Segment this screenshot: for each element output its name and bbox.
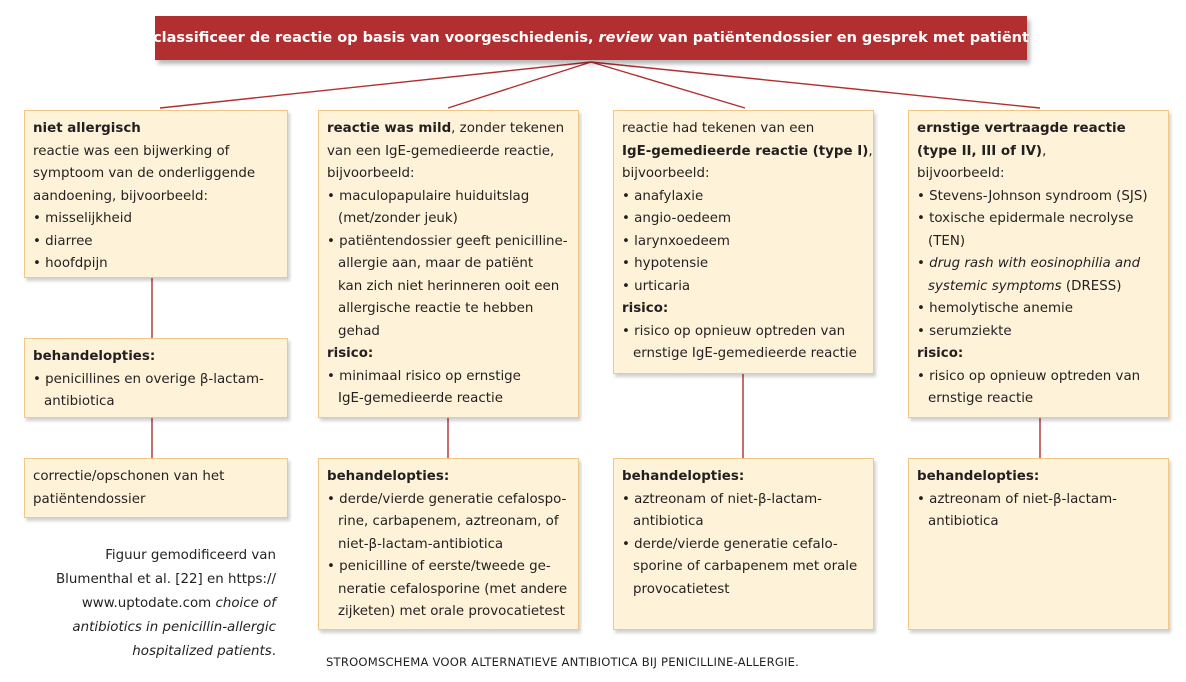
box-text: , zonder tekenen — [451, 121, 565, 136]
bullet-item: • risico op opnieuw optreden van — [917, 366, 1160, 389]
caption-line — [30, 640, 276, 664]
caption-text: . — [271, 644, 276, 659]
header-banner — [155, 16, 1027, 60]
box-ernstige-vertraagde-reactie — [908, 110, 1169, 418]
box-text: correctie/opschonen van het — [33, 469, 225, 484]
risk-label: risico: — [622, 301, 669, 316]
box-title: reactie was mild — [327, 121, 452, 136]
bullet-item-continued: allergische reactie te hebben — [338, 301, 534, 316]
box-title: behandelopties: — [622, 469, 745, 484]
box-text: , — [868, 143, 873, 159]
box-title: behandelopties: — [917, 469, 1040, 484]
bullet-item: • hypotensie — [622, 253, 865, 276]
box-text: van een IgE-gemedieerde reactie, — [327, 143, 555, 159]
bullet-item: • patiëntendossier geeft penicilline- — [327, 231, 570, 254]
bullet-item: • anafylaxie — [622, 186, 865, 209]
bullet-item-continued: zijketen) met orale provocatietest — [338, 604, 565, 619]
bullet-item: • penicillines en overige β-lactam- — [33, 369, 279, 392]
box-reactie-mild — [318, 110, 579, 418]
box-behandelopties-col3 — [613, 458, 874, 630]
box-correctie — [24, 458, 288, 518]
figure-source-caption — [30, 544, 276, 664]
box-title: behandelopties: — [327, 469, 450, 484]
connector-header-col1 — [160, 62, 591, 108]
box-title: behandelopties: — [33, 349, 156, 364]
box-title-line — [622, 141, 873, 164]
box-text: bijvoorbeeld: — [327, 166, 415, 181]
bullet-item: • toxische epidermale necrolyse — [917, 208, 1160, 231]
bullet-item-continued: ernstige reactie — [928, 391, 1034, 406]
box-title: niet allergisch — [33, 121, 141, 136]
box-text: (DRESS) — [1061, 278, 1122, 294]
box-text: bijvoorbeeld: — [917, 166, 1005, 181]
bullet-item-continued: provocatietest — [633, 581, 730, 597]
connector-header-col4 — [591, 62, 1040, 108]
box-title-line — [327, 118, 570, 141]
bullet-item: • penicilline of eerste/tweede ge- — [327, 556, 570, 579]
box-text: patiëntendossier — [33, 491, 146, 507]
box-ige-reactie — [613, 110, 874, 374]
caption-text-italic: choice of — [215, 596, 276, 611]
box-title: ernstige vertraagde reactie — [917, 121, 1126, 136]
box-text: , — [1042, 143, 1047, 159]
bullet-item-continued: (met/zonder jeuk) — [338, 211, 458, 226]
bullet-item: • urticaria — [622, 276, 865, 299]
box-text: bijvoorbeeld: — [622, 166, 710, 181]
box-title-line — [917, 141, 1160, 164]
bullet-item: • hemolytische anemie — [917, 298, 1160, 321]
bullet-item-continued: rine, carbapenem, aztreonam, of — [338, 514, 559, 529]
box-text: reactie had tekenen van een — [622, 121, 815, 136]
bullet-item-continued: (TEN) — [928, 233, 966, 249]
bullet-item-continued: IgE-gemedieerde reactie — [338, 391, 503, 406]
bullet-item-continued — [917, 276, 1160, 299]
bullet-item: • derde/vierde generatie cefalospo- — [327, 489, 570, 512]
caption-text-italic: hospitalized patients — [132, 644, 272, 659]
box-text-italic: systemic symptoms — [928, 278, 1062, 294]
bullet-item: • angio-oedeem — [622, 208, 865, 231]
box-text: symptoom van de onderliggende — [33, 166, 256, 181]
box-behandelopties-col2 — [318, 458, 579, 630]
bullet-item-continued: kan zich niet herinneren ooit een — [338, 278, 560, 294]
caption-text: www.uptodate.com — [81, 596, 216, 611]
bullet-item: • risico op opnieuw optreden van — [622, 321, 865, 344]
bullet-item: • aztreonam of niet-β-lactam- — [622, 489, 865, 512]
risk-label: risico: — [327, 346, 374, 361]
header-text-part1: classificeer de reactie op basis van voorgeschiedenis, — [153, 30, 599, 46]
header-text-review: review — [598, 30, 654, 46]
bullet-item-continued: sporine of carbapenem met orale — [633, 559, 858, 574]
box-niet-allergisch — [24, 110, 288, 278]
caption-line: antibiotics in penicillin-allergic — [72, 620, 276, 635]
box-title: (type II, III of IV) — [917, 143, 1043, 159]
bullet-item: • misselijkheid — [33, 208, 279, 231]
bullet-item-continued: ernstige IgE-gemedieerde reactie — [633, 346, 857, 361]
bullet-item: • drug rash with eosinophilia and — [917, 253, 1160, 276]
caption-line — [30, 592, 276, 616]
risk-label: risico: — [917, 346, 964, 361]
bullet-item: • derde/vierde generatie cefalo- — [622, 534, 865, 557]
caption-line: Blumenthal et al. [22] en https:// — [56, 572, 276, 587]
header-text-part3: van patiëntendossier en gesprek met patiënt — [653, 30, 1029, 46]
bullet-item-continued: antibiotica — [928, 514, 999, 529]
bullet-item-continued: niet-β-lactam-antibiotica — [338, 536, 504, 552]
caption-line: Figuur gemodificeerd van — [105, 548, 276, 563]
box-behandelopties-col1 — [24, 338, 288, 418]
bullet-item: • aztreonam of niet-β-lactam- — [917, 489, 1160, 512]
bullet-item: • Stevens-Johnson syndroom (SJS) — [917, 186, 1160, 209]
box-text: reactie was een bijwerking of — [33, 143, 230, 159]
bullet-item: • diarree — [33, 231, 279, 254]
bullet-item-continued: allergie aan, maar de patiënt — [338, 256, 534, 271]
bullet-item-continued: antibiotica — [633, 514, 704, 529]
figure-title: STROOMSCHEMA VOOR ALTERNATIEVE ANTIBIOTICA BIJ PENICILLINE-ALLERGIE. — [326, 655, 800, 669]
box-title: IgE-gemedieerde reactie (type I) — [622, 143, 869, 159]
bullet-item: • hoofdpijn — [33, 253, 279, 276]
box-behandelopties-col4 — [908, 458, 1169, 630]
bullet-item: • larynxoedeem — [622, 231, 865, 254]
connector-header-col2 — [448, 62, 591, 108]
connector-header-col3 — [591, 62, 745, 108]
bullet-item: • serumziekte — [917, 321, 1160, 344]
box-text: aandoening, bijvoorbeeld: — [33, 188, 209, 204]
bullet-item-continued: neratie cefalosporine (met andere — [338, 581, 568, 597]
bullet-item: • minimaal risico op ernstige — [327, 366, 570, 389]
bullet-item: • maculopapulaire huiduitslag — [327, 186, 570, 209]
bullet-item-continued: gehad — [338, 323, 380, 339]
bullet-item-continued: antibiotica — [44, 394, 115, 409]
